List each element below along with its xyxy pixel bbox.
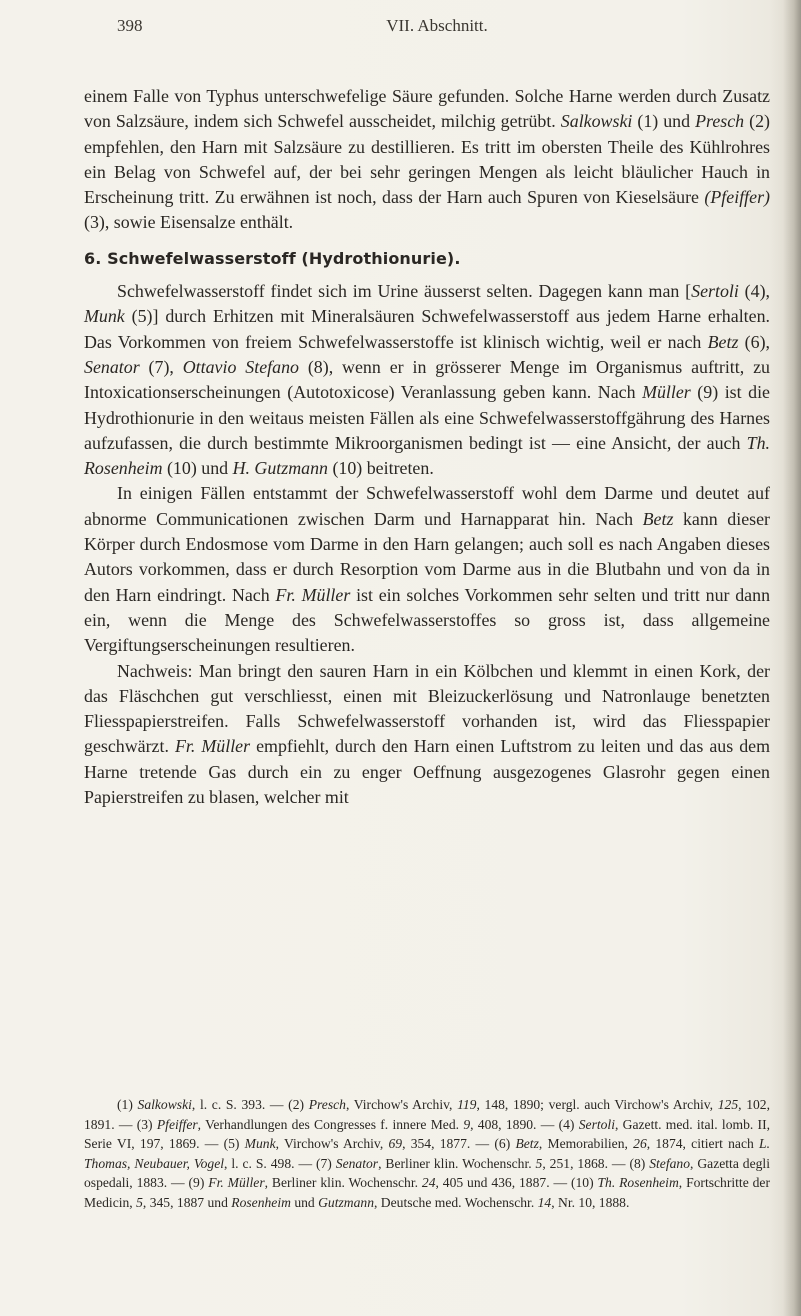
main-text [84,84,770,810]
page-number: 398 [117,16,143,35]
section-heading: 6. Schwefelwasserstoff (Hydrothionurie). [84,248,461,268]
running-header [117,16,757,42]
page-edge-shadow [783,0,801,1316]
paragraph-2: Schwefelwasserstoff findet sich im Urine äusserst selten. Dagegen kann man [Sertoli (4), Munk (5)] durch Erhitzen mit Mineralsäuren Schwefelwasserstoff aus jedem Harne erhalten. Das Vorkommen von freiem Schwefelwasserstoffe ist klinisch wichtig, weil er nach Betz (6), Senator (7), Ottavio Stefano (8), wenn er in grösserer Menge im Organismus auftritt, zu Intoxicationserscheinungen (Autotoxicose) Veranlassung geben kann. Nach Müller (9) ist die Hydrothionurie in den weitaus meisten Fällen als eine Schwefelwasserstoffgährung des Harnes aufzufassen, die durch bestimmte Mikroorganismen bedingt ist — eine Ansicht, der auch Th. Rosenheim (10) und H. Gutzmann (10) beitreten. [84,281,771,479]
section-title: VII. Abschnitt. [386,16,488,35]
paragraph-3: In einigen Fällen entstammt der Schwefelwasserstoff wohl dem Darme und deutet auf abnorme Communicationen zwischen Darm und Harnapparat hin. Nach Betz kann dieser Körper durch Endosmose vom Darme in den Harn gelangen; auch soll es nach Angaben dieses Autors vorkommen, dass er durch Resorption vom Darme aus in die Blutbahn und von da in den Harn eindringt. Nach Fr. Müller ist ein solches Vorkommen sehr selten und tritt nur dann ein, wenn die Menge des Schwefelwasserstoffes so gross ist, dass allgemeine Vergiftungserscheinungen resultieren. [84,483,771,656]
paragraph-1: einem Falle von Typhus unterschwefelige Säure gefunden. Solche Harne werden durch Zusatz von Salzsäure, indem sich Schwefel ausscheidet, milchig getrübt. Salkowski (1) und Presch (2) empfehlen, den Harn mit Salzsäure zu destillieren. Es tritt im obersten Theile des Kühlrohres ein Belag von Schwefel auf, der bei sehr geringen Mengen als leicht bläulicher Hauch in Erscheinung tritt. Zu erwähnen ist noch, dass der Harn auch Spuren von Kieselsäure (Pfeiffer) (3), sowie Eisensalze enthält. [84,86,770,233]
paragraph-4: Nachweis: Man bringt den sauren Harn in ein Kölbchen und klemmt in einen Kork, der das Fläschchen gut verschliesst, einen mit Bleizuckerlösung und Natronlauge benetzten Fliesspapierstreifen. Falls Schwefelwasserstoff vorhanden ist, wird das Fliesspapier geschwärzt. Fr. Müller empfiehlt, durch den Harn einen Luftstrom zu leiten und das aus dem Harne tretende Gas durch ein zu enger Oeffnung ausgezogenes Glasrohr gegen einen Papierstreifen zu blasen, welcher mit [84,660,770,808]
footnote-block: (1) Salkowski, l. c. S. 393. — (2) Presch, Virchow's Archiv, 119, 148, 1890; vergl. auch Virchow's Archiv, 125, 102, 1891. — (3) Pfeiffer, Verhandlungen des Congresses f. innere Med. 9, 408, 1890. — (4) Sertoli, Gazett. med. ital. lomb. II, Serie VI, 197, 1869. — (5) Munk, Virchow's Archiv, 69, 354, 1877. — (6) Betz, Memorabilien, 26, 1874, citiert nach L. Thomas, Neubauer, Vogel, l. c. S. 498. — (7) Senator, Berliner klin. Wochenschr. 5, 251, 1868. — (8) Stefano, Gazetta degli ospedali, 1883. — (9) Fr. Müller, Berliner klin. Wochenschr. 24, 405 und 436, 1887. — (10) Th. Rosenheim, Fortschritte der Medicin, 5, 345, 1887 und Rosenheim und Gutzmann, Deutsche med. Wochenschr. 14, Nr. 10, 1888. [84,1097,771,1210]
footnotes [84,1095,770,1213]
